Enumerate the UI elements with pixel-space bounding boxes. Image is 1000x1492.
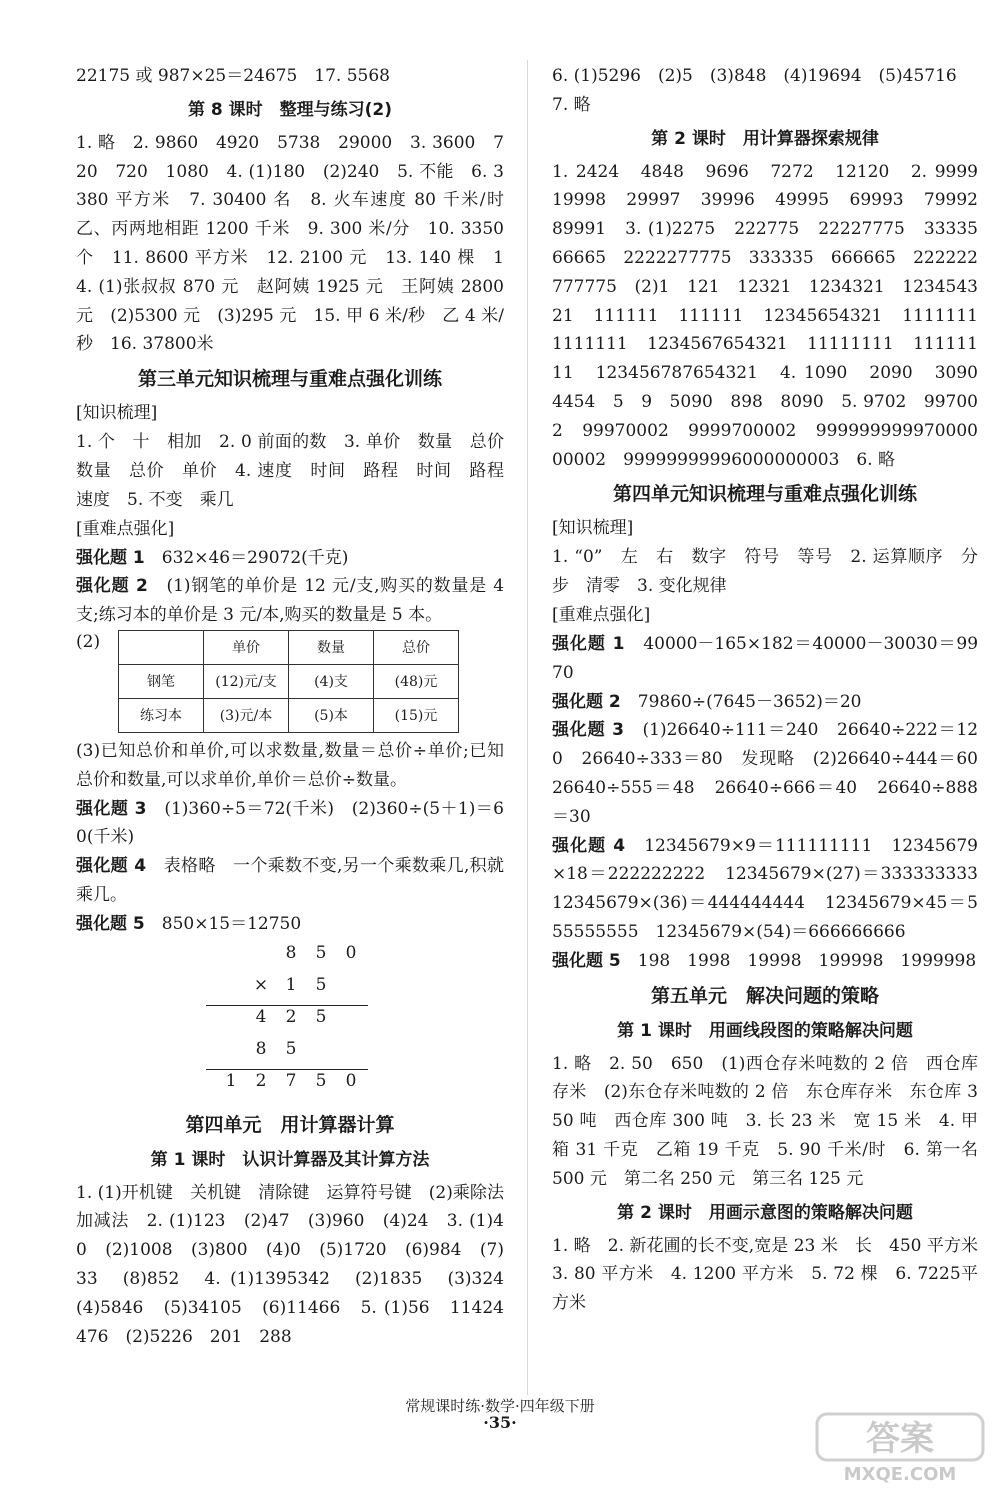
exercise-3 <box>552 716 995 831</box>
heading-unit5: 第五单元 解决问题的策略 <box>650 984 879 1007</box>
exercise-3-text: (1)360÷5＝72(千米) (2)360÷(5＋1)＝60(千米) <box>76 798 504 848</box>
tag-key-points: [重难点强化] <box>76 518 175 539</box>
exercise-1-text: 40000－165×182＝40000－30030＝9970 <box>552 633 979 683</box>
tag-key-points: [重难点强化] <box>552 604 651 625</box>
exercise-5-text: 198 1998 19998 199998 1999998 <box>637 950 977 971</box>
vertical-row-5 <box>206 1071 366 1103</box>
footer-series-title: 常规课时练·数学·四年级下册 <box>405 1397 595 1415</box>
exercise-4-text: 12345679×9＝111111111 12345679×18＝222222222 12345679×(27)＝333333333 12345679×(36)＝444444444 12345679×45＝555555555 12345679×(54)＝666666666 <box>552 835 995 942</box>
vertical-row-2 <box>206 975 366 1007</box>
exercise-5-text: 850×15＝12750 <box>161 913 302 934</box>
table-header-cell: 数量 <box>289 630 374 664</box>
heading-unit4-review: 第四单元知识梳理与重难点强化训练 <box>612 483 917 506</box>
table-cell: (4)支 <box>289 664 374 698</box>
heading-unit4-lesson2: 第 2 课时 用计算器探索规律 <box>651 128 879 149</box>
exercise-2-label: 强化题 2 <box>552 691 621 712</box>
digit: 7 <box>285 1070 297 1091</box>
table-cell: (48)元 <box>374 664 459 698</box>
table-header-row <box>119 630 459 664</box>
price-table <box>118 630 459 733</box>
unit4-lesson1-answers: 1. (1)开机键 关机键 清除键 运算符号键 (2)乘除法 加减法 2. (1)123 (2)47 (3)960 (4)24 3. (1)40 (2)1008 (3)800 (4)0 (5)1720 (6)984 (7)33 (8)852 4. (1)1395342 (2)1835 (3)324 (4)5846 (5)34105 (6)11466 5. (1)56 11424 476 (2)5226 201 288 <box>76 1182 521 1347</box>
exercise-2-part2-label: (2) <box>76 631 101 652</box>
exercise-5 <box>76 910 504 939</box>
digit: 8 <box>285 942 297 963</box>
vertical-row-3 <box>206 1007 366 1039</box>
watermark-logo <box>815 1410 985 1486</box>
exercise-4-label: 强化题 4 <box>552 835 626 856</box>
exercise-4 <box>552 832 995 947</box>
digit: 5 <box>315 1070 327 1091</box>
table-header-cell <box>119 630 204 664</box>
watermark-bottom-text: MXQE.COM <box>843 1464 957 1485</box>
exercise-3 <box>76 795 504 853</box>
left-top-line: 22175 或 987×25＝24675 17. 5568 <box>76 66 390 86</box>
digit: 1 <box>225 1070 237 1091</box>
exercise-4-label: 强化题 4 <box>76 856 147 877</box>
heading-unit5-lesson2: 第 2 课时 用画示意图的策略解决问题 <box>617 1202 913 1223</box>
exercise-1-label: 强化题 1 <box>76 547 145 568</box>
heading-unit4: 第四单元 用计算器计算 <box>185 1113 395 1136</box>
exercise-4-text: 表格略 一个乘数不变,另一个乘数乘几,积就乘几。 <box>76 856 505 905</box>
table-cell: 钢笔 <box>119 664 204 698</box>
vertical-rule-1 <box>206 1005 368 1006</box>
watermark-top-text: 答案 <box>866 1419 934 1459</box>
unit5-lesson2-answers: 1. 略 2. 新花圃的长不变,宽是 23 米 长 450 平方米 3. 80 平方米 4. 1200 平方米 5. 72 棵 6. 7225平方米 <box>552 1235 995 1314</box>
digit: 4 <box>255 1006 267 1027</box>
digit: 5 <box>315 974 327 995</box>
digit: 1 <box>285 974 297 995</box>
exercise-5 <box>552 947 978 976</box>
heading-unit3-review: 第三单元知识梳理与重难点强化训练 <box>137 368 442 391</box>
table-header-cell: 单价 <box>204 630 289 664</box>
tag-knowledge: [知识梳理] <box>76 403 158 424</box>
page-number: ·35· <box>483 1413 517 1432</box>
exercise-2 <box>76 572 510 630</box>
vertical-row-1 <box>206 943 366 975</box>
table-header-cell: 总价 <box>374 630 459 664</box>
lesson8-answers: 1. 略 2. 9860 4920 5738 29000 3. 3600 720 720 1080 4. (1)180 (2)240 5. 不能 6. 3380 平方米 7. 30400 名 8. 火车速度 80 千米/时 乙、丙两地相距 1200 千米 9. 300 米/分 10. 3350 个 11. 8600 平方米 12. 2100 元 13. 140 棵 14. (1)张叔叔 870 元 赵阿姨 1925 元 王阿姨 2800 元 (2)5300 元 (3)295 元 15. 甲 6 米/秒 乙 4 米/秒 16. 37800米 <box>76 132 521 355</box>
exercise-3-label: 强化题 3 <box>76 798 147 819</box>
exercise-4 <box>76 852 504 910</box>
heading-lesson8: 第 8 课时 整理与练习(2) <box>187 99 393 120</box>
exercise-1-label: 强化题 1 <box>552 633 625 654</box>
vertical-multiplication <box>76 943 504 1105</box>
digit: 5 <box>315 1006 327 1027</box>
digit: 0 <box>345 1070 357 1091</box>
digit: 8 <box>255 1038 267 1059</box>
exercise-2-text: (1)钢笔的单价是 12 元/支,购买的数量是 4 支;练习本的单价是 3 元/本,购买的数量是 5 本。 <box>76 576 510 626</box>
exercise-3-text: (1)26640÷111＝240 26640÷222＝120 26640÷333＝80 发现略 (2)26640÷444＝60 26640÷555＝48 26640÷666＝40 26640÷888＝30 <box>552 720 995 827</box>
exercise-2 <box>552 688 978 717</box>
vertical-rule-2 <box>206 1069 368 1070</box>
knowledge-answers: 1. 个 十 相加 2. 0 前面的数 3. 单价 数量 总价 数量 总价 单价 4. 速度 时间 路程 时间 路程 速度 5. 不变 乘几 <box>76 432 521 510</box>
tag-knowledge: [知识梳理] <box>552 518 634 539</box>
exercise-5-label: 强化题 5 <box>552 950 621 971</box>
exercise-1 <box>76 544 504 573</box>
heading-unit5-lesson1: 第 1 课时 用画线段图的策略解决问题 <box>617 1020 913 1041</box>
exercise-2-part3: (3)已知总价和单价,可以求数量,数量＝总价÷单价;已知总价和数量,可以求单价,单价＝总价÷数量。 <box>76 740 504 790</box>
digit: 5 <box>285 1038 297 1059</box>
table-cell: (12)元/支 <box>204 664 289 698</box>
table-cell: (15)元 <box>374 698 459 732</box>
vertical-row-4 <box>206 1039 366 1071</box>
exercise-1 <box>552 630 978 688</box>
exercise-2-text: 79860÷(7645－3652)＝20 <box>637 691 862 712</box>
digit: 0 <box>345 942 357 963</box>
left-column <box>76 62 521 1351</box>
exercise-3-label: 强化题 3 <box>552 720 624 741</box>
table-row <box>119 664 459 698</box>
unit4-lesson2-answers: 1. 2424 4848 9696 7272 12120 2. 9999 19998 29997 39996 49995 69993 79992 89991 3. (1)2275 222775 22227775 33335 66665 2222277775 333335 666665 222222777775 (2)1 121 12321 1234321 123454321 111111 111111 12345654321 1111111 1111111 1234567654321 11111111 11111111 123456787654321 4. 1090 2090 3090 4454 5 9 5090 898 8090 5. 9702 997002 99970002 9999700002 99999999997000000002 99999999996000000003 6. 略 <box>552 161 995 470</box>
exercise-5-label: 强化题 5 <box>76 913 145 934</box>
right-column <box>552 62 995 1318</box>
digit: × <box>253 974 269 995</box>
exercise-1-text: 632×46＝29072(千克) <box>161 547 349 568</box>
column-divider <box>527 60 528 1395</box>
table-cell: (5)本 <box>289 698 374 732</box>
right-top-lines: 6. (1)5296 (2)5 (3)848 (4)19694 (5)45716 7. 略 <box>552 66 957 115</box>
knowledge-answers: 1. “0” 左 右 数字 符号 等号 2. 运算顺序 分步 清零 3. 变化规律 <box>552 547 978 597</box>
heading-unit4-lesson1: 第 1 课时 认识计算器及其计算方法 <box>150 1149 430 1170</box>
table-cell: (3)元/本 <box>204 698 289 732</box>
digit: 2 <box>285 1006 297 1027</box>
exercise-2-table-wrap <box>76 630 504 733</box>
digit: 2 <box>255 1070 267 1091</box>
digit: 5 <box>315 942 327 963</box>
exercise-2-label: 强化题 2 <box>76 576 148 597</box>
unit5-lesson1-answers: 1. 略 2. 50 650 (1)西仓存米吨数的 2 倍 西仓库存米 (2)东仓存米吨数的 2 倍 东仓库存米 东仓库 350 吨 西仓库 300 吨 3. 长 23 米 宽 15 米 4. 甲箱 31 千克 乙箱 19 千克 5. 90 千米/时 6. 第一名 500 元 第二名 250 元 第三名 125 元 <box>552 1053 984 1189</box>
table-cell: 练习本 <box>119 698 204 732</box>
table-row <box>119 698 459 732</box>
